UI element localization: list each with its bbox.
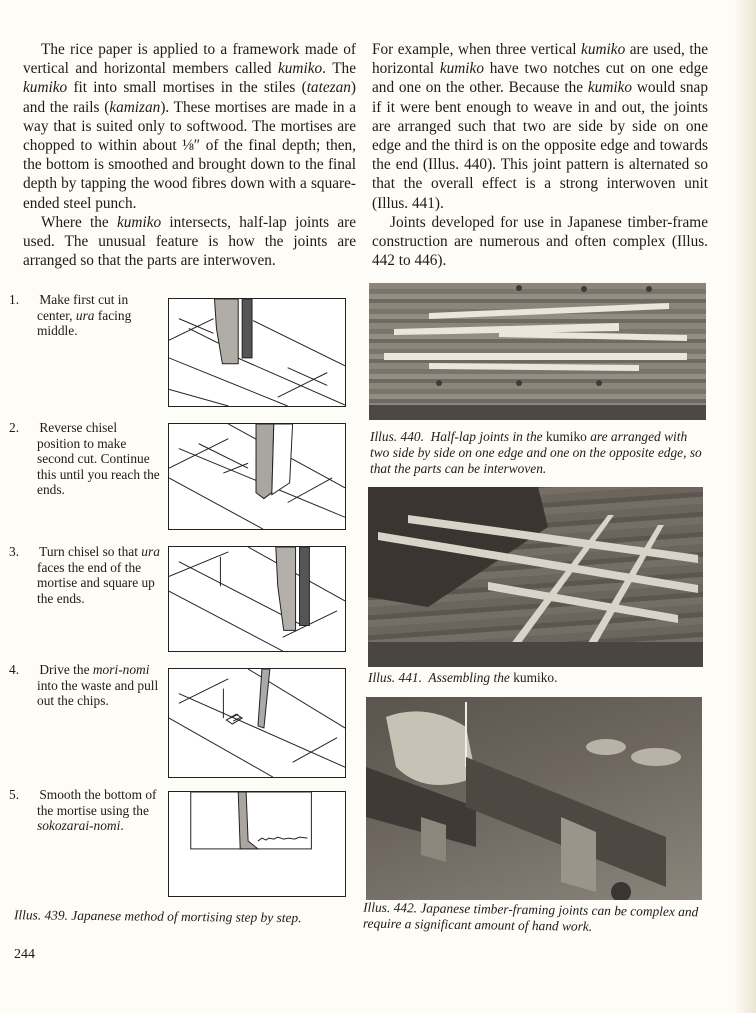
step-5-diagram [168,791,346,897]
caption-illus-440: Illus. 440. Half-lap joints in the kumiko are arranged with two side by side on one edge and one on the opposite edge, so that the parts can be interwoven. [370,429,702,476]
left-column-text [23,40,356,270]
kumiko-strips-photo [369,283,706,420]
step-5: 5. Smooth the bottom of the mortise using the sokozarai-nomi. [9,787,157,834]
page-number: 244 [14,947,35,962]
step-1-diagram [168,298,346,407]
chisel-first-cut-illustration [169,299,345,406]
chisel-reverse-cut-illustration [169,424,345,529]
assembling-kumiko-photo [368,487,703,667]
chisel-square-ends-illustration [169,547,345,651]
step-3-diagram [168,546,346,652]
right-column-text [372,40,708,270]
step-3: 3. Turn chisel so that ura faces the end of the mortise and square up the ends. [9,544,160,606]
paragraph: For example, when three vertical kumiko are used, the horizontal kumiko have two notches cut on one edge and one on the other. Because the kumiko would snap if it were bent enough to weave in and out, the joints are arranged such that two are side by side on one edge and the third is on the opposite edge and towards the end (Illus. 440). This joint pattern is alternated so that the overall effect is a strong interwoven unit (Illus. 441). [372,41,709,212]
step-4: 4. Drive the mori-nomi into the waste and pull out the chips. [9,662,159,709]
step-1: 1. Make first cut in center, ura facing middle. [9,292,132,339]
sokozarai-nomi-smoothing-illustration [169,792,345,896]
mori-nomi-chips-illustration [169,669,345,777]
step-2-diagram [168,423,346,530]
page-edge-shadow [734,0,756,1013]
caption-illus-441: Illus. 441. Assembling the kumiko. [368,670,558,685]
kumiko-lattice-graphic [368,487,703,667]
step-4-diagram [168,668,346,778]
caption-illus-442: Illus. 442. Japanese timber-framing joints can be complex and require a significant amount of hand work. [362,899,699,934]
timber-framing-joint-photo [366,697,702,900]
paragraph: Where the kumiko intersects, half-lap joints are used. The unusual feature is how the joints are arranged so that the parts are interwoven. [23,213,356,270]
paragraph: The rice paper is applied to a framework made of vertical and horizontal members called kumiko. The kumiko fit into small mortises in the stiles (tatezan) and the rails (kamizan). These mortises are made in a way that is suited only to softwood. The mortises are chopped to within about ⅛″ of the final depth; then, the bottom is smoothed and brought down to the final depth by tapping the wood fibres down with a square-ended steel punch. [23,41,356,212]
step-2: 2. Reverse chisel position to make second cut. Continue this until you reach the ends. [9,420,160,498]
timber-joint-graphic [366,697,702,900]
kumiko-strips-graphic [369,283,706,420]
caption-illus-439: Illus. 439. Japanese method of mortising step by step. [13,907,302,926]
paragraph: Joints developed for use in Japanese timber-frame construction are numerous and often complex (Illus. 442 to 446). [372,213,708,270]
